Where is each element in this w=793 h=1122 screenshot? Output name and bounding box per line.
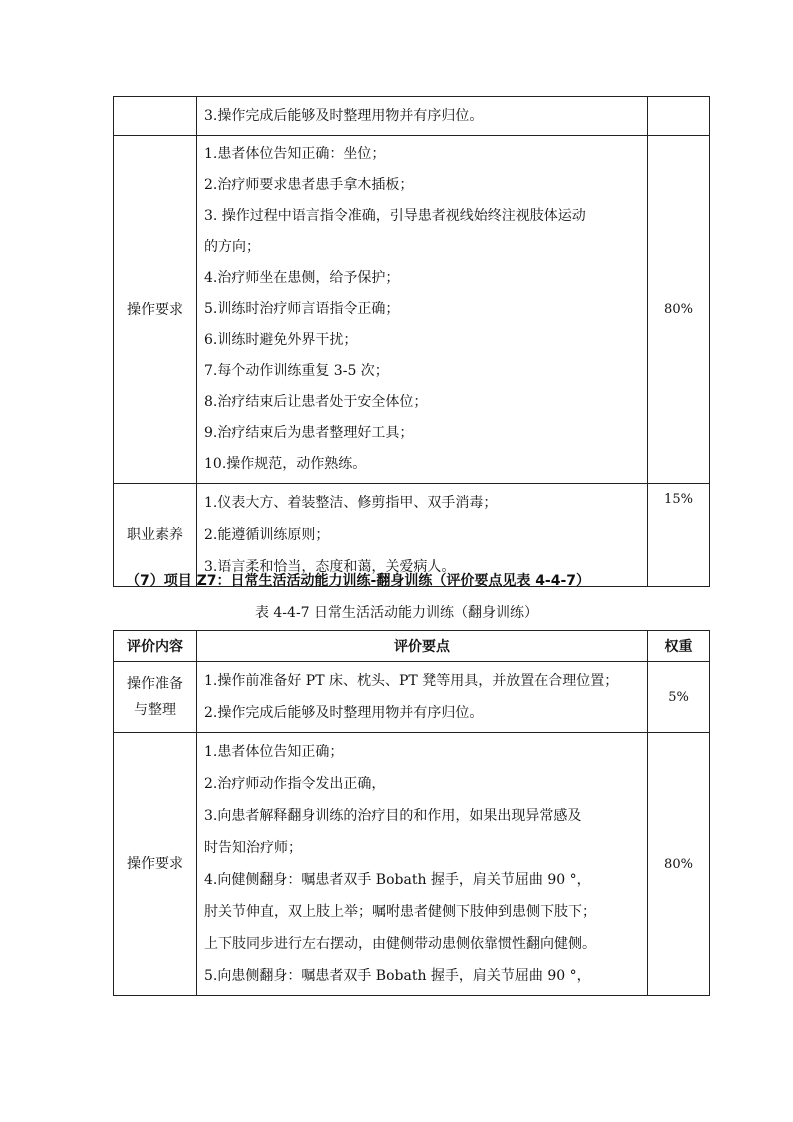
list-item: 时告知治疗师； — [204, 840, 302, 856]
weight-value: 15% — [648, 484, 710, 587]
list-item: 3.向患者解释翻身训练的治疗目的和作用，如果出现异常感及 — [204, 808, 582, 824]
section-heading: （7）项目 Z7：日常生活活动能力训练-翻身训练（评价要点见表 4-4-7） — [126, 573, 591, 589]
list-item: 5.向患侧翻身：嘱患者双手 Bobath 握手，肩关节屈曲 90 °， — [204, 968, 591, 984]
list-item: 5.训练时治疗师言语指令正确； — [204, 301, 400, 317]
row-label: 操作要求 — [114, 136, 197, 484]
table-cell-empty — [648, 97, 710, 136]
table-cell-points — [197, 136, 648, 484]
list-item: 3.语言柔和恰当，态度和蔼，关爱病人。 — [204, 559, 456, 575]
list-item: 肘关节伸直，双上肢上举；嘱咐患者健侧下肢伸到患侧下肢下； — [204, 904, 596, 920]
list-item: 9.治疗结束后为患者整理好工具； — [204, 425, 414, 441]
table-cell-points — [197, 97, 648, 136]
table-row — [114, 136, 710, 484]
row-label-line: 与整理 — [134, 702, 176, 718]
list-item: 2.治疗师动作指令发出正确， — [204, 776, 386, 792]
column-header-weight: 权重 — [648, 631, 710, 662]
list-item: 7.每个动作训练重复 3-5 次； — [204, 363, 389, 379]
column-header-content: 评价内容 — [114, 631, 197, 662]
table-cell-points — [197, 662, 648, 733]
table-cell-empty — [114, 97, 197, 136]
table-row — [114, 733, 710, 996]
table-caption: 表 4-4-7 日常生活活动能力训练（翻身训练） — [254, 605, 539, 621]
list-item: 4.向健侧翻身：嘱患者双手 Bobath 握手，肩关节屈曲 90 °， — [204, 872, 591, 888]
list-item: 3.操作完成后能够及时整理用物并有序归位。 — [204, 108, 484, 124]
weight-value: 5% — [648, 662, 710, 733]
table-row — [114, 97, 710, 136]
list-item: 1.仪表大方、着装整洁、修剪指甲、双手消毒； — [204, 495, 498, 511]
column-header-points: 评价要点 — [197, 631, 648, 662]
table-cell-points — [197, 733, 648, 996]
list-item: 4.治疗师坐在患侧，给予保护； — [204, 270, 400, 286]
weight-value: 80% — [648, 136, 710, 484]
list-item: 1.患者体位告知正确：坐位； — [204, 146, 386, 162]
list-item: 2.治疗师要求患者患手拿木插板； — [204, 177, 414, 193]
list-item: 8.治疗结束后让患者处于安全体位； — [204, 394, 428, 410]
list-item: 1.患者体位告知正确； — [204, 744, 344, 760]
weight-value: 80% — [648, 733, 710, 996]
list-item: 上下肢同步进行左右摆动，由健侧带动患侧依靠惯性翻向健侧。 — [204, 936, 596, 952]
list-item: 1.操作前准备好 PT 床、枕头、PT 凳等用具，并放置在合理位置； — [204, 673, 619, 689]
list-item: 2.能遵循训练原则； — [204, 527, 330, 543]
evaluation-table — [113, 630, 710, 996]
row-label: 操作要求 — [114, 733, 197, 996]
list-item: 2.操作完成后能够及时整理用物并有序归位。 — [204, 705, 484, 721]
list-item: 6.训练时避免外界干扰； — [204, 332, 358, 348]
list-item: 10.操作规范，动作熟练。 — [204, 456, 367, 472]
list-item: 的方向； — [204, 239, 260, 255]
row-label — [114, 662, 197, 733]
row-label: 职业素养 — [114, 484, 197, 587]
list-item: 3. 操作过程中语言指令准确，引导患者视线始终注视肢体运动 — [204, 208, 586, 224]
evaluation-table-continued — [113, 96, 710, 587]
table-row — [114, 662, 710, 733]
table-header-row — [114, 631, 710, 662]
row-label-line: 操作准备 — [127, 676, 183, 692]
